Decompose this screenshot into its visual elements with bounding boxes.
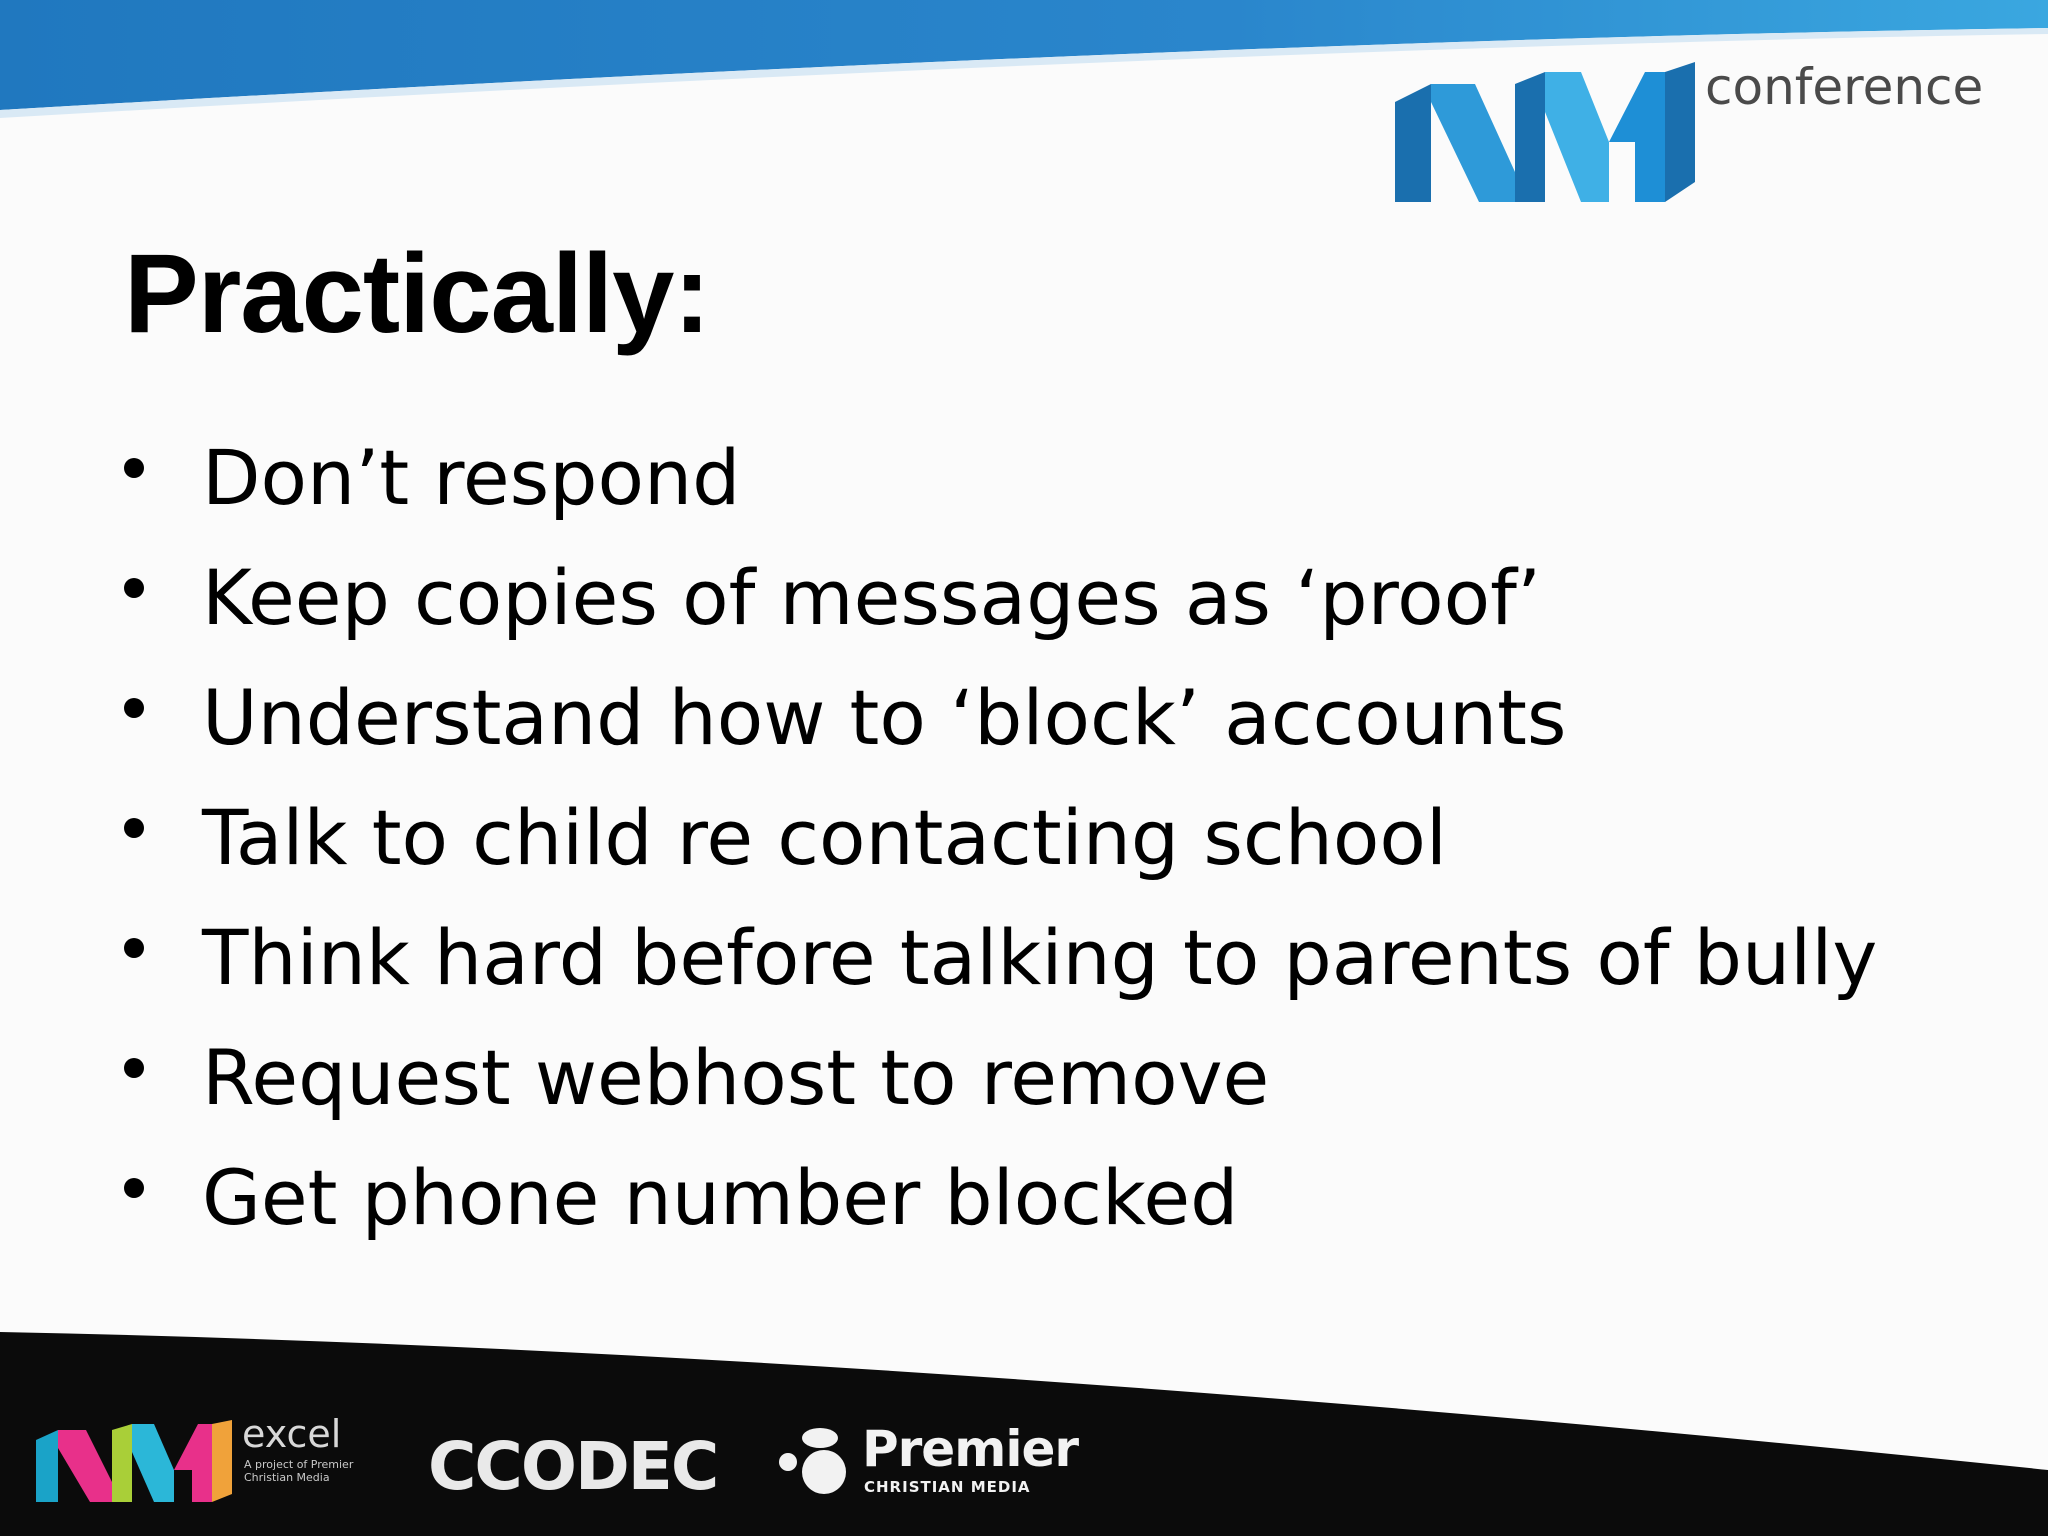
bullet-item — [124, 433, 2004, 560]
bullet-dot-icon — [124, 818, 144, 838]
bullet-text: Get phone number blocked — [202, 1153, 1239, 1242]
conference-logo-text: conference — [1705, 58, 1984, 116]
bullet-item — [124, 1033, 2004, 1160]
bullet-item — [124, 793, 2004, 920]
bullet-text: Think hard before talking to parents of bully — [202, 913, 1878, 1002]
bullet-text: Request webhost to remove — [202, 1033, 1270, 1122]
bullet-list — [124, 433, 2004, 1280]
nm-colorful-logo-icon — [36, 1420, 236, 1510]
bullet-dot-icon — [124, 1178, 144, 1198]
bullet-item — [124, 1153, 2004, 1280]
bullet-text: Keep copies of messages as ‘proof’ — [202, 553, 1542, 642]
bullet-text: Understand how to ‘block’ accounts — [202, 673, 1567, 762]
nm-logo-icon — [1395, 62, 1695, 212]
premier-mark-icon — [776, 1424, 854, 1502]
excel-logo-text: excel — [242, 1412, 342, 1456]
premier-logo-text: Premier — [862, 1420, 1079, 1478]
bullet-item — [124, 673, 2004, 800]
bullet-item — [124, 913, 2004, 1040]
premier-logo-subtitle: CHRISTIAN MEDIA — [864, 1478, 1031, 1496]
bullet-text: Don’t respond — [202, 433, 741, 522]
bullet-dot-icon — [124, 458, 144, 478]
bullet-dot-icon — [124, 938, 144, 958]
bullet-dot-icon — [124, 1058, 144, 1078]
slide-title: Practically: — [124, 231, 710, 356]
bullet-item — [124, 553, 2004, 680]
codec-logo-text: CCODEC — [428, 1428, 718, 1505]
bullet-dot-icon — [124, 578, 144, 598]
bullet-text: Talk to child re contacting school — [202, 793, 1447, 882]
excel-logo-subtitle: A project of Premier Christian Media — [244, 1458, 354, 1484]
bullet-dot-icon — [124, 698, 144, 718]
